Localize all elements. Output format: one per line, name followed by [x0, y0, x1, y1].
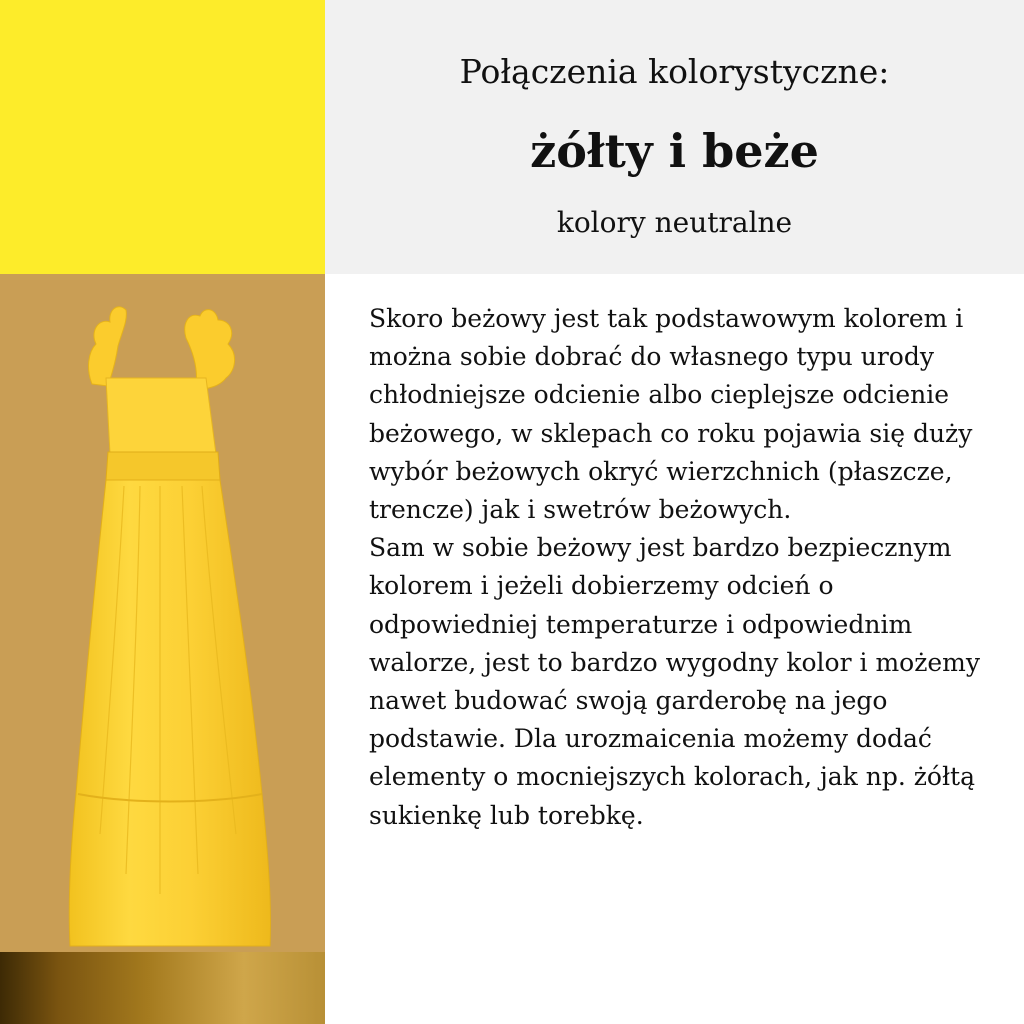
gold-color-bar	[0, 952, 325, 1024]
article-body	[369, 300, 1009, 835]
article-paragraph: Sam w sobie beżowy jest bardzo bezpiecznym kolorem i jeżeli dobierzemy odcień o odpowiedniej temperaturze i odpowiednim walorze, jest to bardzo wygodny kolor i możemy nawet budować swoją garderobę na jego podstawie. Dla urozmaicenia możemy dodać elementy o mocniejszych kolorach, jak np. żółtą sukienkę lub torebkę.	[369, 533, 980, 830]
left-ruffle-strap	[89, 307, 127, 386]
header-panel	[325, 0, 1024, 274]
dress-belt	[106, 452, 220, 480]
yellow-color-swatch	[0, 0, 325, 274]
yellow-maxi-dress-icon	[0, 274, 325, 1024]
page-kicker: Połączenia kolorystyczne:	[459, 52, 890, 91]
page-subtitle: kolory neutralne	[556, 206, 793, 239]
dress-bodice	[106, 378, 216, 454]
article-paragraph: Skoro beżowy jest tak podstawowym kolorem i można sobie dobrać do własnego typu urody chłodniejsze odcienie albo cieplejsze odcienie beżowego, w sklepach co roku pojawia się duży wybór beżowych okryć wierzchnich (płaszcze, trencze) jak i swetrów beżowych.	[369, 304, 973, 525]
product-image-panel	[0, 274, 325, 1024]
dress-skirt	[69, 480, 270, 946]
page-title: żółty i beże	[530, 124, 819, 178]
